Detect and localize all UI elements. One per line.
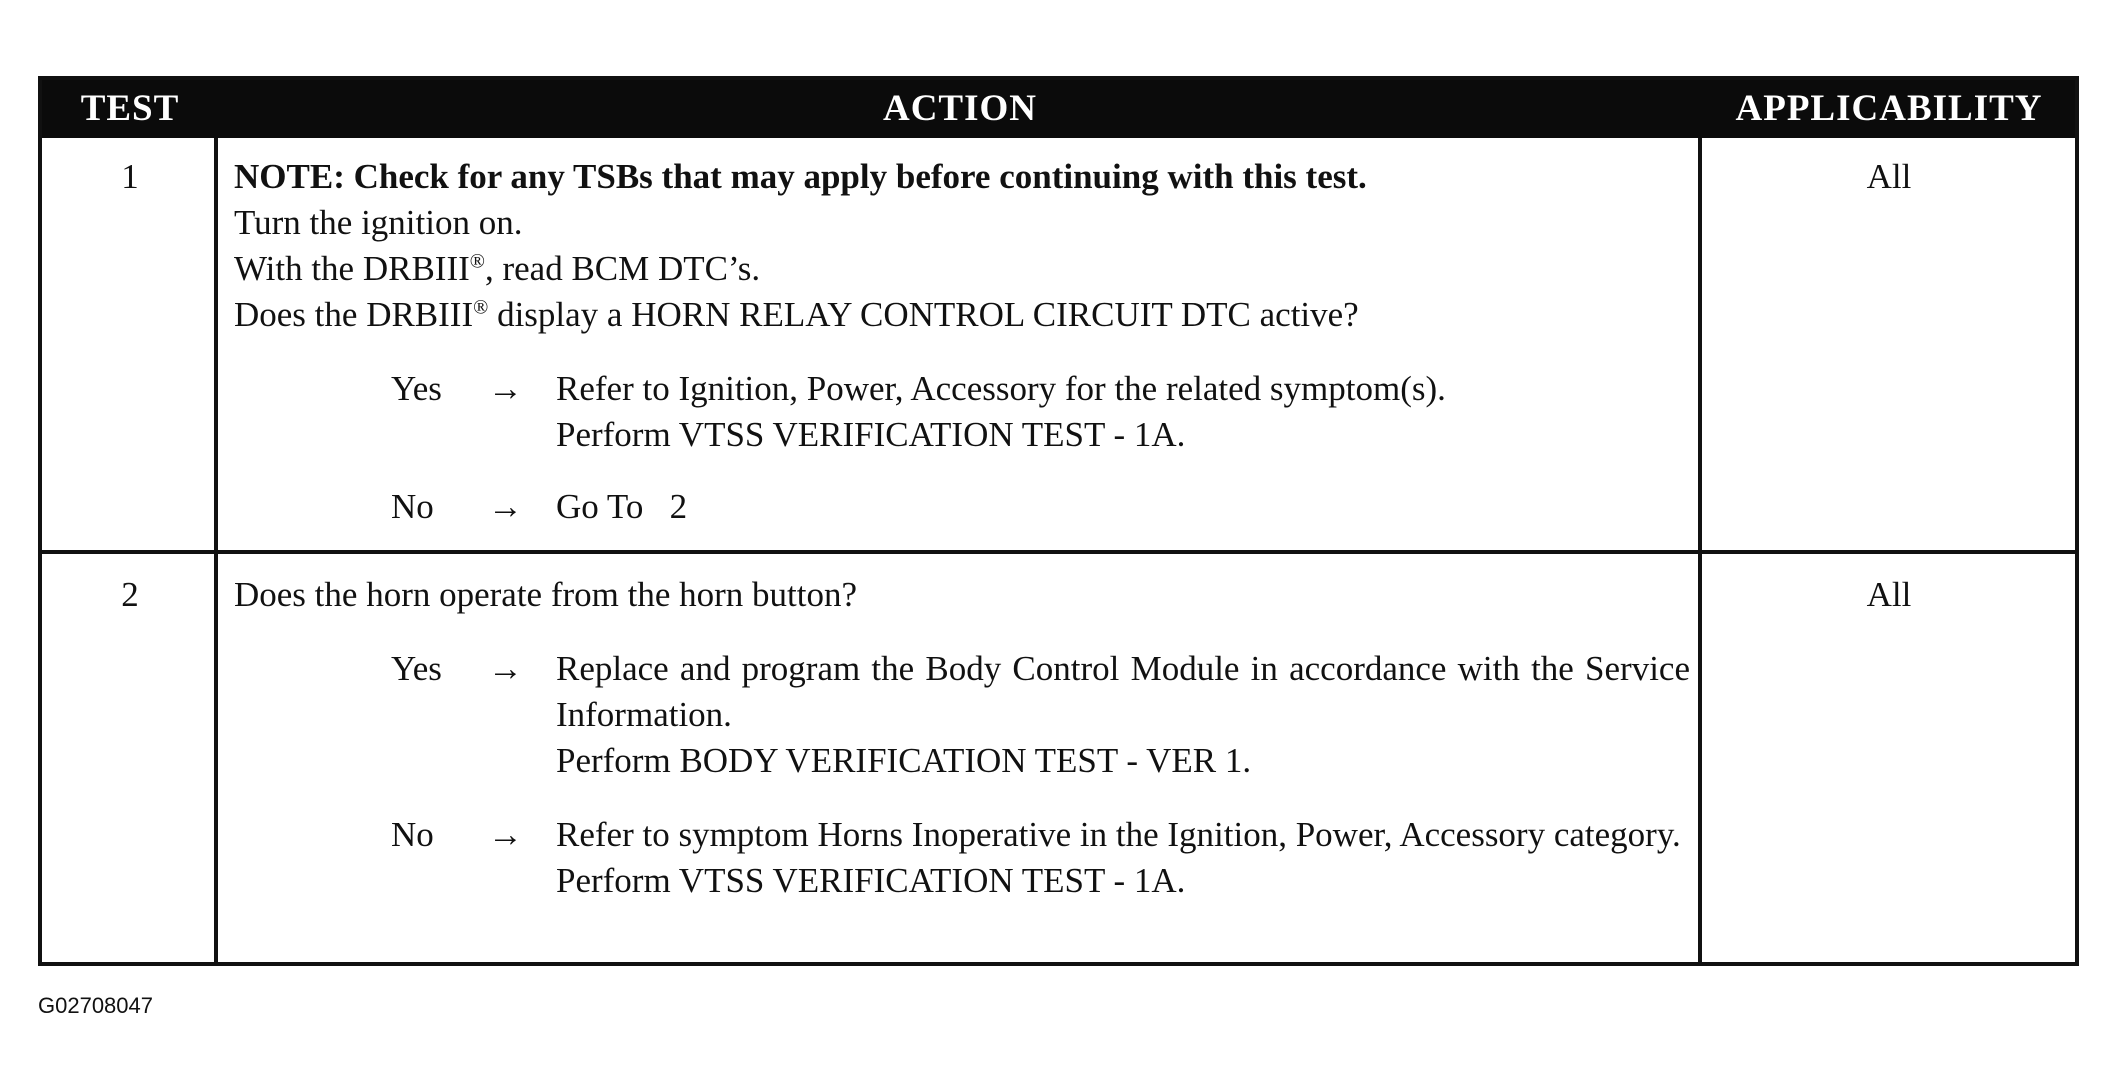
response-text: Replace and program the Body Control Module in accordance with the Service Information.	[556, 649, 1690, 734]
row-1-applicability: All	[1866, 157, 1912, 196]
answer-no: No	[391, 815, 434, 854]
registered-mark: ®	[473, 296, 489, 319]
response-text: Perform VTSS VERIFICATION TEST - 1A.	[556, 415, 1186, 454]
row-1-action	[234, 154, 1690, 530]
row-1-question: Does the DRBIII® display a HORN RELAY CONTROL CIRCUIT DTC active?	[234, 295, 1359, 334]
row-1-step-2: With the DRBIII®, read BCM DTC’s.	[234, 249, 761, 288]
row-2-response-yes	[234, 646, 1690, 784]
row-1-note: NOTE: Check for any TSBs that may apply before continuing with this test.	[234, 157, 1367, 196]
arrow-icon: →	[488, 815, 523, 854]
figure-id-caption: G02708047	[38, 993, 153, 1018]
answer-yes: Yes	[391, 369, 442, 408]
row-1-response-yes	[234, 366, 1690, 458]
row-2-applicability: All	[1866, 575, 1912, 614]
table-header	[42, 80, 2075, 138]
response-text: Perform VTSS VERIFICATION TEST - 1A.	[556, 861, 1186, 900]
header-applicability: APPLICABILITY	[1735, 88, 2043, 129]
answer-yes: Yes	[391, 649, 442, 688]
response-text: Refer to symptom Horns Inoperative in the Ignition, Power, Accessory category.	[556, 815, 1681, 854]
row-1-test-number: 1	[121, 157, 139, 196]
arrow-icon: →	[488, 369, 523, 408]
diagnostic-test-table	[38, 76, 2079, 966]
header-action: ACTION	[882, 88, 1038, 129]
row-2-action	[234, 572, 1690, 904]
row-divider	[42, 550, 2075, 554]
response-text: Go To 2	[556, 487, 688, 526]
row-2-response-no	[234, 812, 1690, 904]
row-2-question: Does the horn operate from the horn button?	[234, 575, 858, 614]
registered-mark: ®	[469, 250, 485, 273]
row-1-response-no	[234, 484, 1690, 530]
row-1-step-1: Turn the ignition on.	[234, 203, 523, 242]
arrow-icon: →	[488, 487, 523, 526]
answer-no: No	[391, 487, 434, 526]
response-text: Refer to Ignition, Power, Accessory for the related symptom(s).	[556, 369, 1446, 408]
row-2-test-number: 2	[121, 575, 139, 614]
arrow-icon: →	[488, 649, 523, 688]
header-test: TEST	[80, 88, 180, 129]
response-text: Perform BODY VERIFICATION TEST - VER 1.	[556, 741, 1252, 780]
